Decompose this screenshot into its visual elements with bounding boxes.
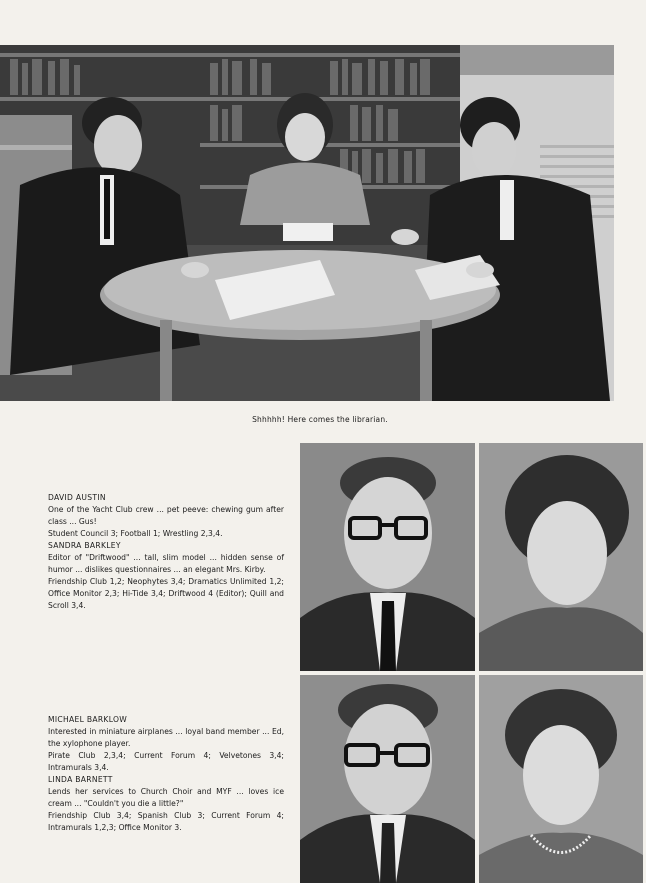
student-name-barkley: SANDRA BARKLEY (48, 541, 121, 550)
portrait-david-austin (300, 443, 475, 671)
student-activities-barkley: Friendship Club 1,2; Neophytes 3,4; Dramatics Unlimited 1,2; Office Monitor 2,3; Hi-Tide 3,4; Driftwood 4 (Editor); Quill and Scroll 3,4. (48, 577, 284, 610)
student-description-austin: One of the Yacht Club crew ... pet peeve: chewing gum after class ... Gus! (48, 505, 284, 526)
library-photo (0, 45, 614, 401)
student-name-austin: DAVID AUSTIN (48, 493, 106, 502)
photo-caption: Shhhhh! Here comes the librarian. (252, 415, 388, 424)
student-name-barnett: LINDA BARNETT (48, 775, 113, 784)
bio-block-top (48, 492, 284, 612)
student-name-barklow: MICHAEL BARKLOW (48, 715, 128, 724)
bio-block-bottom (48, 714, 284, 834)
portrait-linda-barnett (479, 675, 643, 883)
student-description-barklow: Interested in miniature airplanes ... loyal band member ... Ed, the xylophone player. (48, 727, 284, 748)
student-activities-austin: Student Council 3; Football 1; Wrestling 2,3,4. (48, 529, 223, 538)
student-activities-barnett: Friendship Club 3,4; Spanish Club 3; Current Forum 4; Intramurals 1,2,3; Office Monitor 3. (48, 811, 284, 832)
student-activities-barklow: Pirate Club 2,3,4; Current Forum 4; Velvetones 3,4; Intramurals 3,4. (48, 751, 284, 772)
portrait-sandra-barkley (479, 443, 643, 671)
portrait-michael-barklow (300, 675, 475, 883)
student-description-barnett: Lends her services to Church Choir and MYF ... loves ice cream ... "Couldn't you die a little?" (48, 787, 284, 808)
student-description-barkley: Editor of "Driftwood" ... tall, slim model ... hidden sense of humor ... dislikes questionnaires ... an elegant Mrs. Kirby. (48, 553, 284, 574)
